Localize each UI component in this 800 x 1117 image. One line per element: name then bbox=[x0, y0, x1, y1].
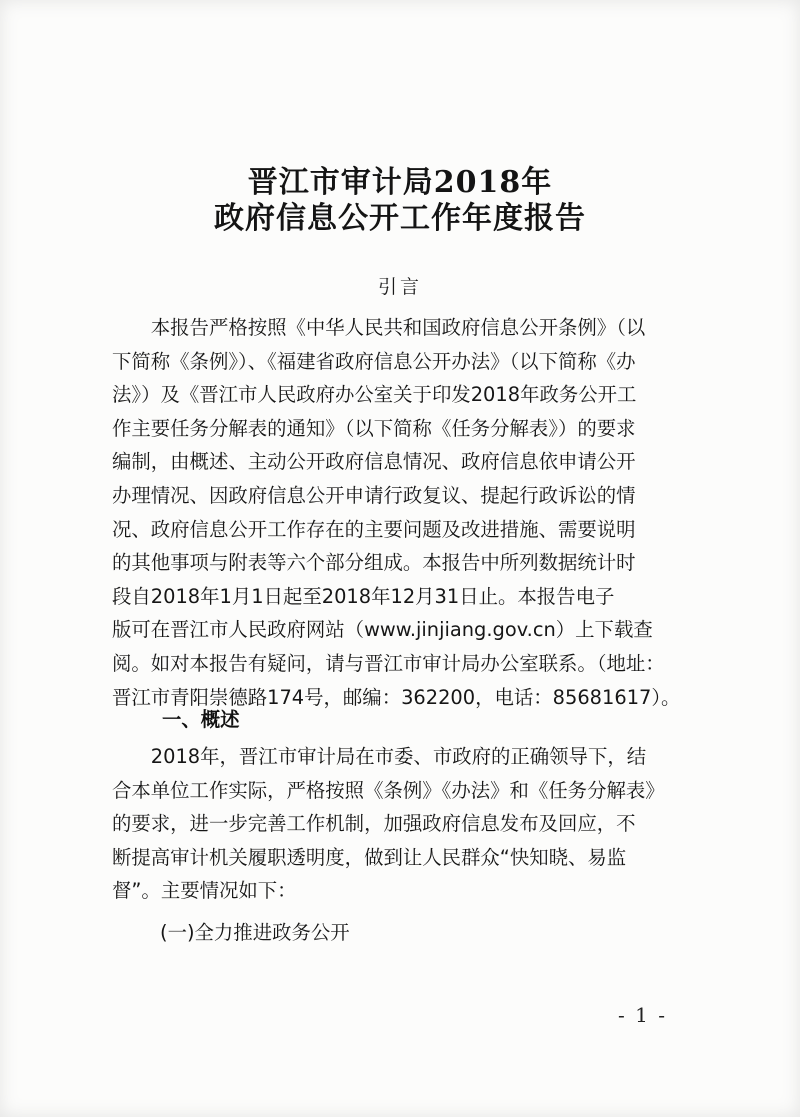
paragraph-line: 的要求，进一步完善工作机制，加强政府信息发布及回应，不 bbox=[112, 812, 636, 836]
paragraph-line: 法》）及《晋江市人民政府办公室关于印发2018年政务公开工 bbox=[112, 383, 637, 407]
report-title-line-2: 政府信息公开工作年度报告 bbox=[214, 201, 586, 236]
overview-paragraph bbox=[112, 740, 665, 908]
paragraph-line: 下简称《条例》）、《福建省政府信息公开办法》（以下简称《办 bbox=[112, 349, 636, 373]
page-number: - 1 - bbox=[618, 1003, 667, 1027]
paragraph-line: 本报告严格按照《中华人民共和国政府信息公开条例》（以 bbox=[112, 316, 646, 339]
preface-heading: 引言 bbox=[377, 276, 422, 298]
paragraph-line: 晋江市青阳崇德路174号，邮编：362200，电话：85681617）。 bbox=[112, 685, 681, 709]
paragraph-line: 办理情况、因政府信息公开申请行政复议、提起行政诉讼的情 bbox=[112, 483, 636, 507]
paragraph-line: 段自2018年1月1日起至2018年12月31日止。本报告电子 bbox=[112, 584, 615, 608]
paragraph-line: 版可在晋江市人民政府网站（www.jinjiang.gov.cn）上下载查 bbox=[112, 618, 653, 642]
preface-paragraph bbox=[112, 311, 680, 714]
section-heading-overview: 一、概述 bbox=[162, 708, 240, 731]
paragraph-line: 断提高审计机关履职透明度，做到让人民群众“快知晓、易监 bbox=[112, 845, 627, 869]
paragraph-line: 督”。主要情况如下： bbox=[112, 879, 297, 903]
report-title-line-1: 晋江市审计局2018年 bbox=[247, 165, 553, 200]
subsection-heading: (一)全力推进政务公开 bbox=[160, 921, 350, 944]
paragraph-line: 的其他事项与附表等六个部分组成。本报告中所列数据统计时 bbox=[112, 551, 636, 575]
paragraph-line: 编制，由概述、主动公开政府信息情况、政府信息依申请公开 bbox=[112, 450, 636, 474]
paragraph-line: 作主要任务分解表的通知》（以下简称《任务分解表》）的要求 bbox=[112, 416, 636, 440]
paragraph-line: 阅。如对本报告有疑问，请与晋江市审计局办公室联系。（地址： bbox=[112, 651, 665, 675]
paragraph-line: 2018年，晋江市审计局在市委、市政府的正确领导下，结 bbox=[112, 745, 647, 768]
paragraph-line: 况、政府信息公开工作存在的主要问题及改进措施、需要说明 bbox=[112, 517, 636, 541]
paragraph-line: 合本单位工作实际，严格按照《条例》《办法》和《任务分解表》 bbox=[112, 778, 665, 802]
